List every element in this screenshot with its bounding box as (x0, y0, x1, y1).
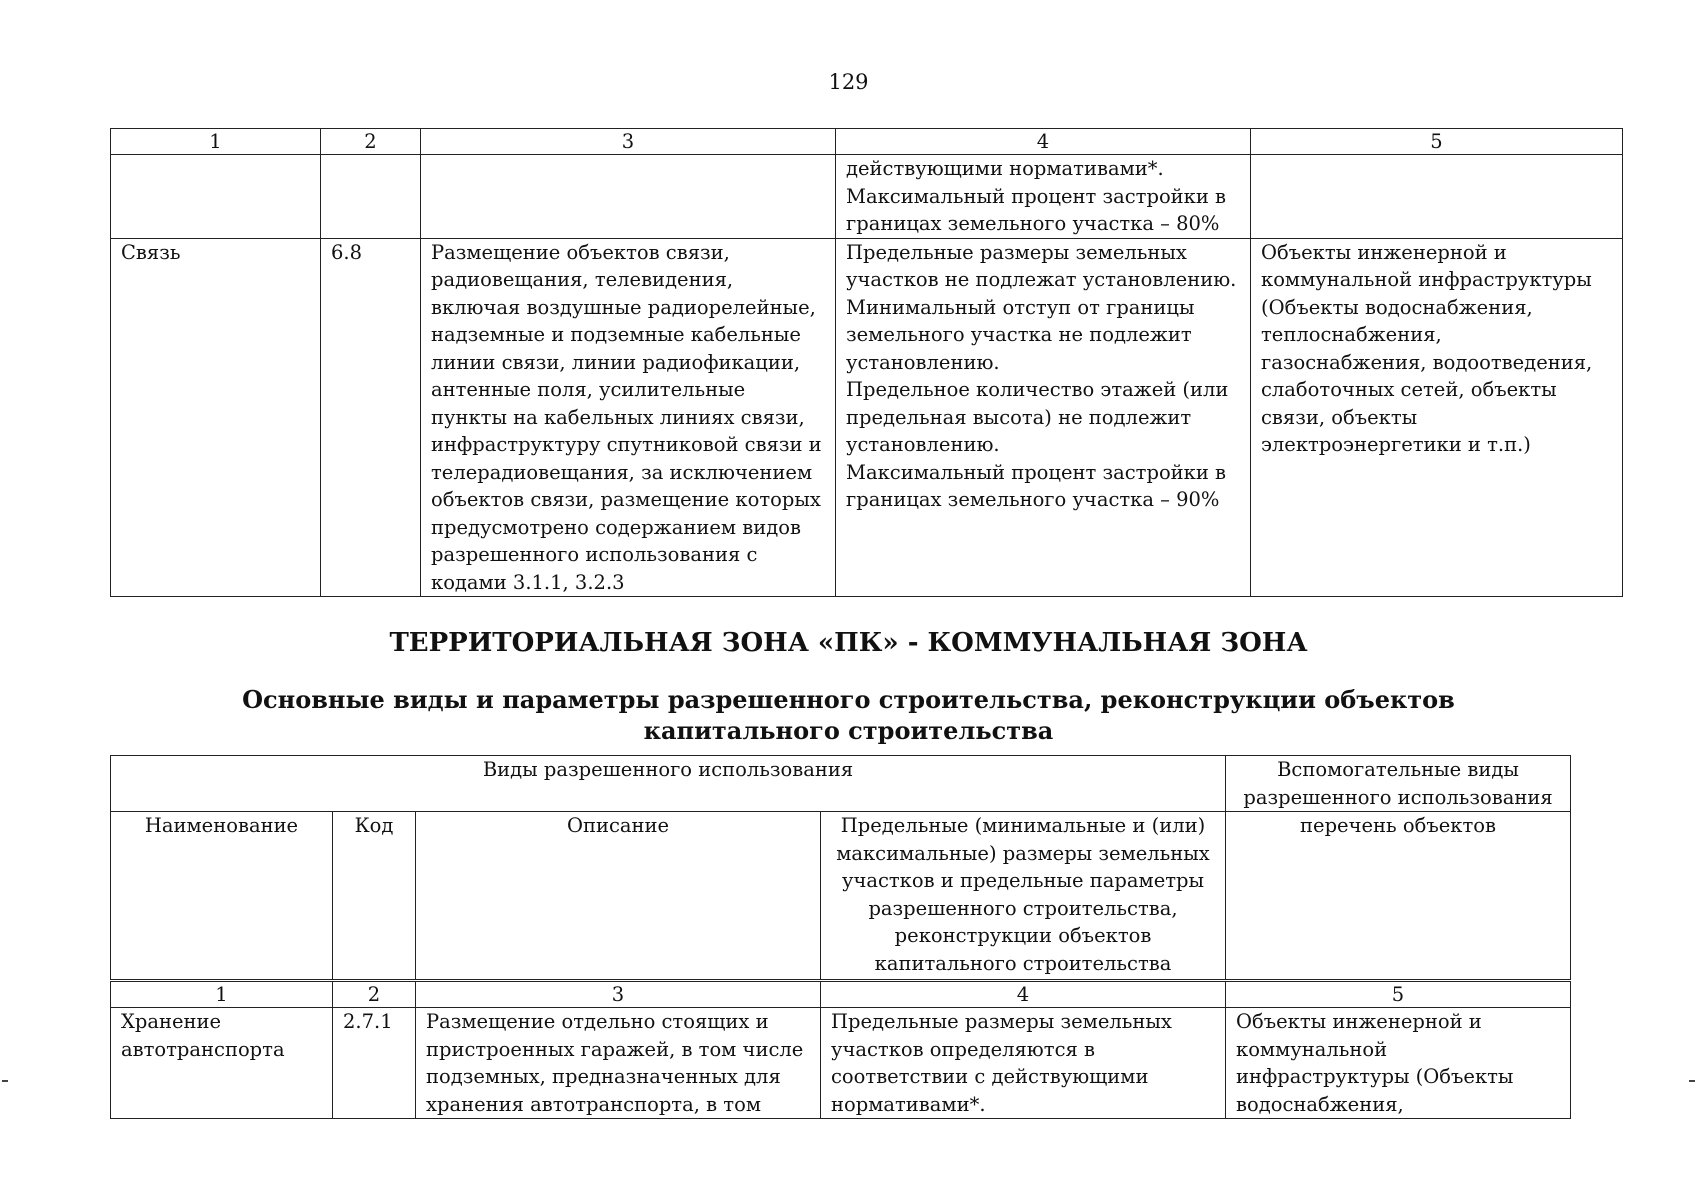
row-name: Хранение автотранспорта (111, 1008, 333, 1119)
page-number: 129 (828, 70, 869, 94)
table-row (111, 155, 1623, 239)
cell-empty (111, 155, 321, 239)
column-number-row (111, 982, 1571, 1008)
header-table (110, 755, 1571, 980)
row-auxiliary: Объекты инженерной и коммунальной инфраструктуры (Объекты водоснабжения, теплоснабжения, газоснабжения, водоотведения, слаботочных сетей, объекты связи, объекты электроэнергетики и т.п.) (1251, 238, 1623, 597)
header-code: Код (333, 812, 416, 980)
table-row (111, 1008, 1571, 1119)
row-description: Размещение отдельно стоящих и пристроенных гаражей, в том числе подземных, предназначенных для хранения автотранспорта, в том (416, 1008, 821, 1119)
header-main-group: Виды разрешенного использования (111, 756, 1226, 812)
row-name: Связь (111, 238, 321, 597)
zone-title: ТЕРРИТОРИАЛЬНАЯ ЗОНА «ПК» - КОММУНАЛЬНАЯ ЗОНА (389, 628, 1308, 658)
table-row (111, 238, 1623, 597)
col-number-2: 2 (333, 982, 416, 1008)
col-number-2: 2 (321, 129, 421, 155)
col-number-5: 5 (1226, 982, 1571, 1008)
header-aux-group: Вспомогательные виды разрешенного использования (1226, 756, 1571, 812)
header-columns-row (111, 812, 1571, 980)
col-number-3: 3 (416, 982, 821, 1008)
row-description: Размещение объектов связи, радиовещания, телевидения, включая воздушные радиорелейные, надземные и подземные кабельные линии связи, линии радиофикации, антенные поля, усилительные пункты на кабельных линиях связи, инфраструктуру спутниковой связи и телерадиовещания, за исключением объектов связи, размещение которых предусмотрено содержанием видов разрешенного использования с кодами 3.1.1, 3.2.3 (421, 238, 836, 597)
row-parameters: Предельные размеры земельных участков не подлежат установлению. Минимальный отступ от границы земельного участка не подлежит установлению. Предельное количество этажей (или предельная высота) не подлежит установлению. Максимальный процент застройки в границах земельного участка – 90% (836, 238, 1251, 597)
header-parameters: Предельные (минимальные и (или) максимальные) размеры земельных участков и предельные параметры разрешенного строительства, реконструкции объектов капитального строительства (821, 812, 1226, 980)
col-number-5: 5 (1251, 129, 1623, 155)
cell-empty (421, 155, 836, 239)
column-number-row (111, 129, 1623, 155)
col-number-1: 1 (111, 982, 333, 1008)
col-number-4: 4 (836, 129, 1251, 155)
continuation-parameters: действующими нормативами*. Максимальный процент застройки в границах земельного участка – 80% (836, 155, 1251, 239)
section-title: Основные виды и параметры разрешенного строительства, реконструкции объектов капитального строительства (242, 685, 1455, 745)
row-code: 6.8 (321, 238, 421, 597)
row-parameters: Предельные размеры земельных участков определяются в соответствии с действующими нормативами*. (821, 1008, 1226, 1119)
header-aux-list: перечень объектов (1226, 812, 1571, 980)
cell-empty (321, 155, 421, 239)
row-auxiliary: Объекты инженерной и коммунальной инфраструктуры (Объекты водоснабжения, (1226, 1008, 1571, 1119)
margin-mark-right (1689, 1080, 1695, 1082)
continuation-table (110, 128, 1623, 597)
header-group-row (111, 756, 1571, 812)
header-description: Описание (416, 812, 821, 980)
cell-empty (1251, 155, 1623, 239)
data-table (110, 981, 1571, 1119)
margin-mark-left (2, 1080, 8, 1082)
col-number-4: 4 (821, 982, 1226, 1008)
col-number-3: 3 (421, 129, 836, 155)
header-name: Наименование (111, 812, 333, 980)
row-code: 2.7.1 (333, 1008, 416, 1119)
col-number-1: 1 (111, 129, 321, 155)
